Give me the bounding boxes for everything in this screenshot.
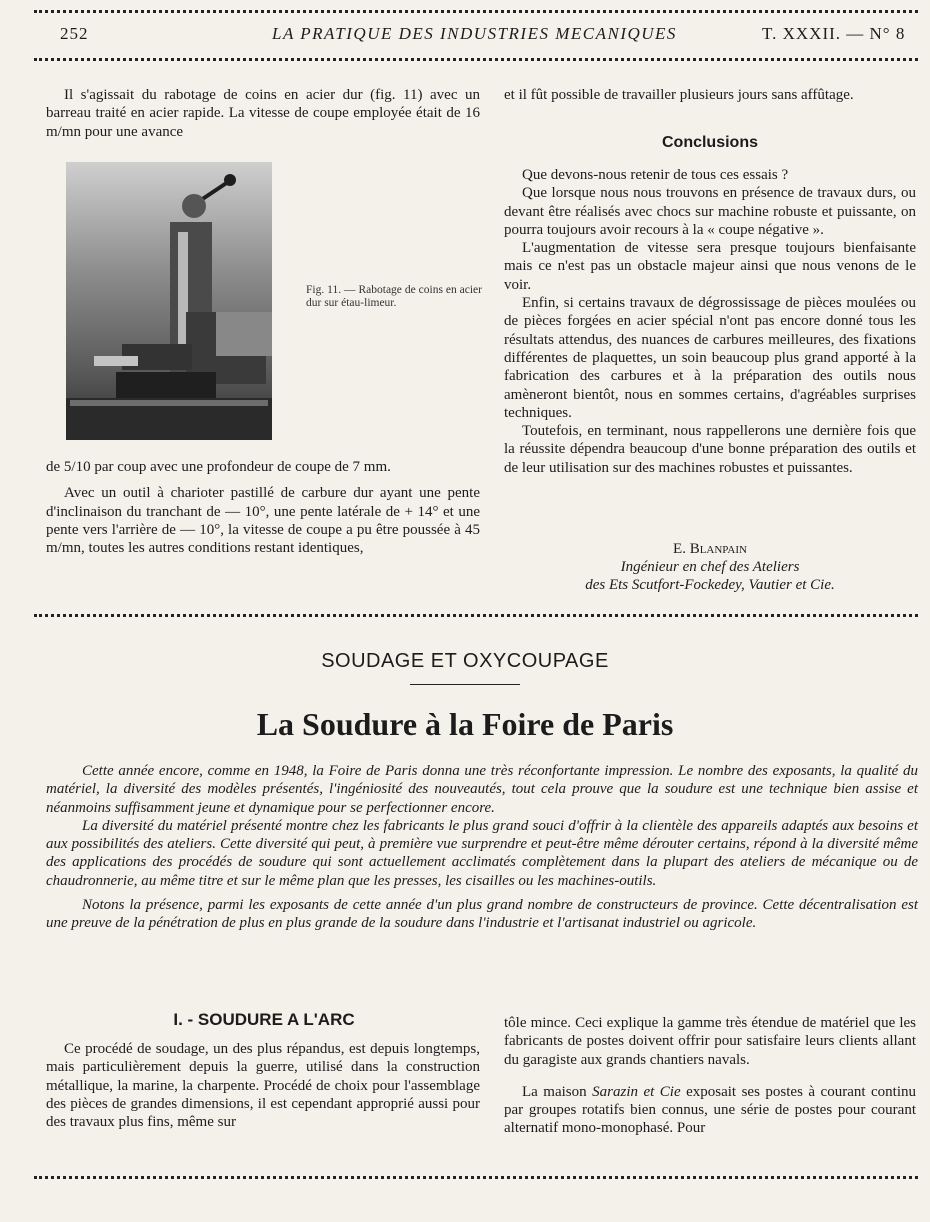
company-name: Sarazin et Cie [592, 1083, 681, 1100]
left-column-intro [46, 86, 480, 141]
paragraph: Avec un outil à charioter pastillé de carbure dur ayant une pente d'inclinaison du tranchant de — 10°, une pente latérale de + 14° et une pente vers l'arrière de — 10°, la vitesse de coupe a pu être poussée à 45 m/mn, toutes les autres conditions restant identiques, [46, 485, 480, 557]
figure-caption: Fig. 11. — Rabotage de coins en acier dur sur étau-limeur. [306, 284, 482, 309]
author-name: E. Blanpain [673, 541, 747, 557]
arc-welding-heading: I. - SOUDURE A L'ARC [173, 1010, 355, 1029]
section-dotted-rule [34, 614, 918, 617]
shaper-machine-illustration [66, 162, 272, 440]
paragraph: et il fût possible de travailler plusieurs jours sans affûtage. [504, 87, 854, 103]
running-header [44, 24, 916, 48]
paragraph: L'augmentation de vitesse sera presque toujours bienfaisante mais ce n'est pas un obstacle majeur ainsi que nous venons de le voir. [504, 240, 916, 293]
volume-issue: T. XXXII. — N° 8 [762, 24, 906, 43]
conclusions-body [504, 166, 916, 477]
title-underline [410, 684, 520, 685]
top-dotted-rule [34, 10, 918, 13]
bottom-dotted-rule [34, 1176, 918, 1179]
right-column-intro [504, 86, 916, 104]
paragraph: Il s'agissait du rabotage de coins en acier dur (fig. 11) avec un barreau traité en acier rapide. La vitesse de coupe employée était de 16 m/mn pour une avance [46, 87, 480, 140]
section-kicker: SOUDAGE ET OXYCOUPAGE [321, 650, 609, 672]
arc-right-column [504, 1014, 916, 1138]
paragraph: de 5/10 par coup avec une profondeur de coupe de 7 mm. [46, 459, 391, 475]
conclusions-heading: Conclusions [661, 134, 758, 151]
paragraph: Enfin, si certains travaux de dégrossissage de pièces moulées ou de pièces forgées en acier spécial n'ont pas encore donné tous les résultats attendus, des nuances de carbures meilleures, des fixations différentes de plaquettes, un soin beaucoup plus grand apporté à la fabrication des carbures et à la préparation des outils nous amèneront bientôt, nous en sommes certains, d'agréables surprises techniques. [504, 295, 916, 421]
paragraph [504, 1083, 916, 1138]
paragraph: Cette année encore, comme en 1948, la Foire de Paris donna une très réconfortante impression. Le nombre des exposants, la qualité du matériel, la diversité des modèles présentés, l'ingéniosité des nouveautés, tout cela prouve que la soudure est une technique bien assise et néanmoins suffisamment jeune et dynamique pour se perfectionner encore. [46, 763, 918, 816]
paragraph: La diversité du matériel présenté montre chez les fabricants le plus grand souci d'offrir à la clientèle des appareils adaptés aux besoins et aux possibilités des ateliers. Cette diversité qui peut, à première vue surprendre et peut-être même dérouter certains, répond à la diversité même des applications des procédés de soudure qui sont actuellement acclimatés complètement dans la plupart des ateliers de mécanique ou de chaudronnerie, au même titre et sur le même plan que les presses, les cisailles ou les machines-outils. [46, 817, 918, 889]
article-intro [46, 762, 918, 933]
paragraph: Toutefois, en terminant, nous rappellerons une dernière fois que la réussite dépendra beaucoup d'une bonne préparation des outils et de leur utilisation sur des machines robustes et puissantes. [504, 423, 916, 476]
arc-left-column [46, 1040, 480, 1131]
text-fragment: La maison [522, 1083, 593, 1100]
paragraph: Notons la présence, parmi les exposants de cette année d'un plus grand nombre de constructeurs de province. Cette décentralisation est une preuve de la pénétration de plus en plus grande de la soudure dans l'industrie et l'artisanat industriel ou agricole. [46, 897, 918, 932]
paragraph: Que lorsque nous nous trouvons en présence de travaux durs, ou devant être réalisés avec chocs sur machine robuste et puissante, on pourra toujours avoir recours à la « coupe négative ». [504, 185, 916, 238]
author-title-line-2: des Ets Scutfort-Fockedey, Vautier et Cie. [585, 577, 835, 593]
author-title-line-1: Ingénieur en chef des Ateliers [620, 559, 800, 575]
article-title: La Soudure à la Foire de Paris [256, 706, 674, 742]
text-fragment: exposait ses postes à courant continu par groupes rotatifs bien connus, une série de postes pour courant alternatif mono-monophasé. Pour [504, 1083, 917, 1137]
paragraph: tôle mince. Ceci explique la gamme très étendue de matériel que les fabricants de postes doivent offrir pour satisfaire leurs clients allant du garagiste aux grands chantiers navals. [504, 1015, 916, 1068]
left-column-body [46, 458, 480, 557]
page-number: 252 [60, 24, 89, 43]
header-dotted-rule [34, 58, 918, 61]
journal-title: LA PRATIQUE DES INDUSTRIES MECANIQUES [272, 24, 677, 43]
paragraph: Que devons-nous retenir de tous ces essais ? [522, 167, 789, 183]
figure-11-photo [66, 162, 272, 440]
paragraph: Ce procédé de soudage, un des plus répandus, est depuis longtemps, mais particulièrement depuis la guerre, utilisé dans la construction métallique, la marine, la charpente. Procédé de choix pour l'assemblage des pièces de grandes dimensions, il est cependant approprié aussi pour des travaux plus fins, même sur [46, 1041, 480, 1131]
